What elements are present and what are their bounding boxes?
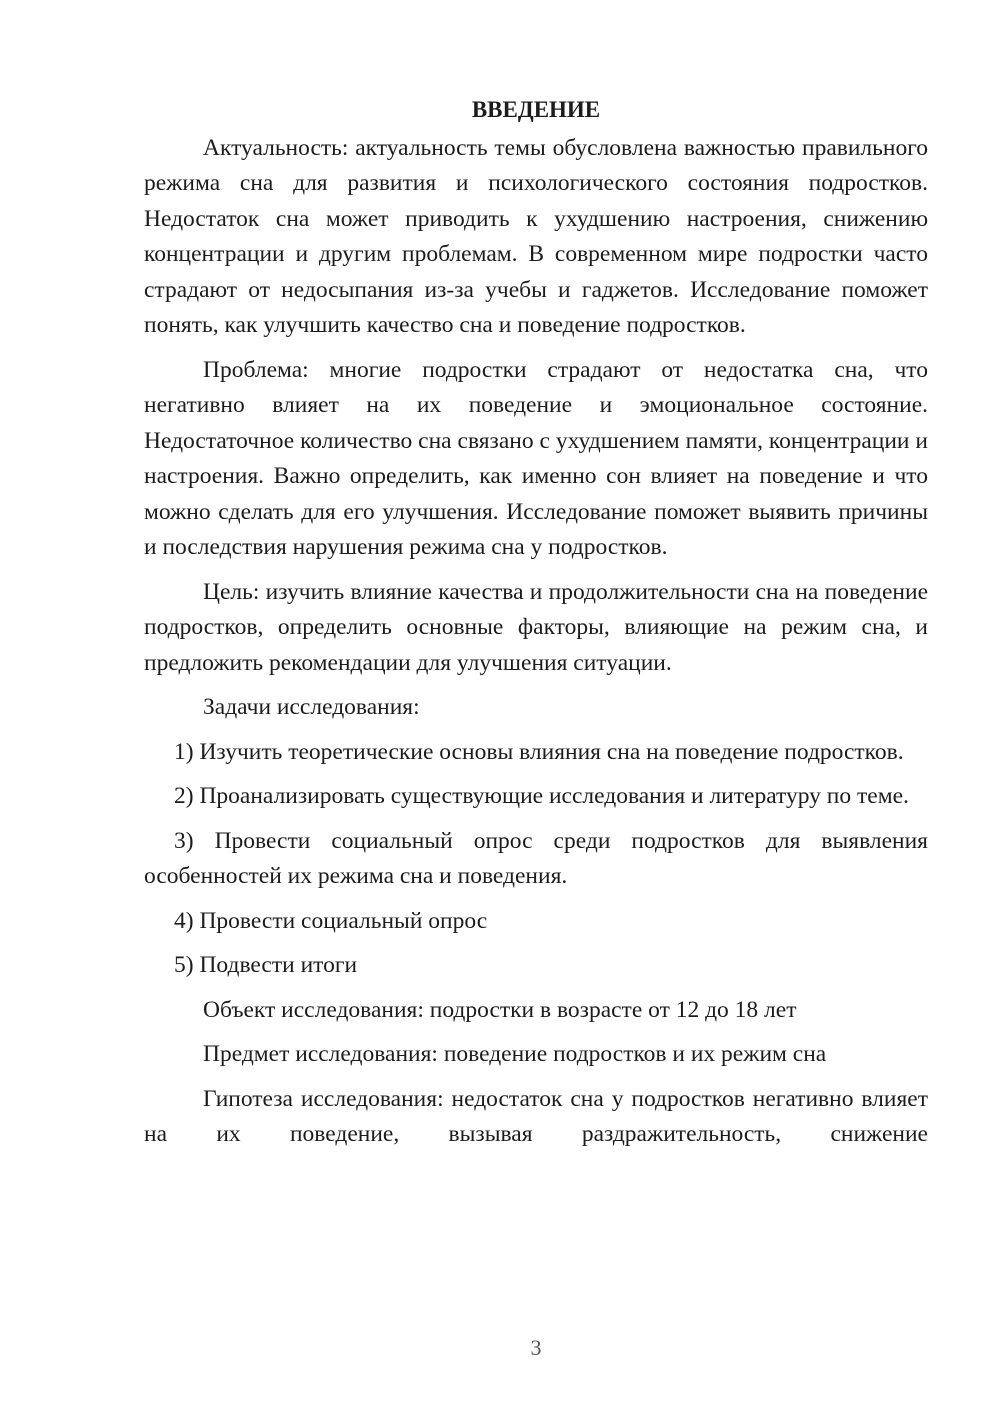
problem-paragraph: Проблема: многие подростки страдают от недостатка сна, что негативно влияет на их поведение и эмоциональное состояние. Недостаточное количество сна связано с ухудшением памяти, концентрации и настроения. Важно определить, как именно сон влияет на поведение и что можно сделать для его улучшения. Исследование поможет выявить причины и последствия нарушения режима сна у подростков. [144, 356, 928, 560]
research-subject: Предмет исследования: поведение подростков и их режим сна [203, 1041, 827, 1067]
task-item-3: 3) Провести социальный опрос среди подростков для выявления особенностей их режима сна и поведения. [144, 827, 928, 889]
relevance-paragraph: Актуальность: актуальность темы обусловлена важностью правильного режима сна для развития и психологического состояния подростков. Недостаток сна может приводить к ухудшению настроения, снижению концентрации и другим проблемам. В современном мире подростки часто страдают от недосыпания из-за учебы и гаджетов. Исследование поможет понять, как улучшить качество сна и поведение подростков. [144, 134, 928, 338]
research-hypothesis: Гипотеза исследования: недостаток сна у подростков негативно влияет на их поведение, вызывая раздражительность, снижение [144, 1085, 928, 1147]
goal-paragraph: Цель: изучить влияние качества и продолжительности сна на поведение подростков, определить основные факторы, влияющие на режим сна, и предложить рекомендации для улучшения ситуации. [144, 578, 928, 676]
task-item-1: 1) Изучить теоретические основы влияния сна на поведение подростков. [174, 738, 904, 765]
task-item-2: 2) Проанализировать существующие исследования и литературу по теме. [174, 783, 909, 809]
task-item-5: 5) Подвести итоги [174, 952, 358, 978]
task-item-4: 4) Провести социальный опрос [174, 907, 488, 934]
section-heading: ВВЕДЕНИЕ [471, 97, 601, 122]
page-number: 3 [530, 1335, 542, 1360]
tasks-heading: Задачи исследования: [203, 694, 420, 720]
research-object: Объект исследования: подростки в возрасте от 12 до 18 лет [203, 996, 797, 1023]
page-content [144, 92, 928, 1153]
